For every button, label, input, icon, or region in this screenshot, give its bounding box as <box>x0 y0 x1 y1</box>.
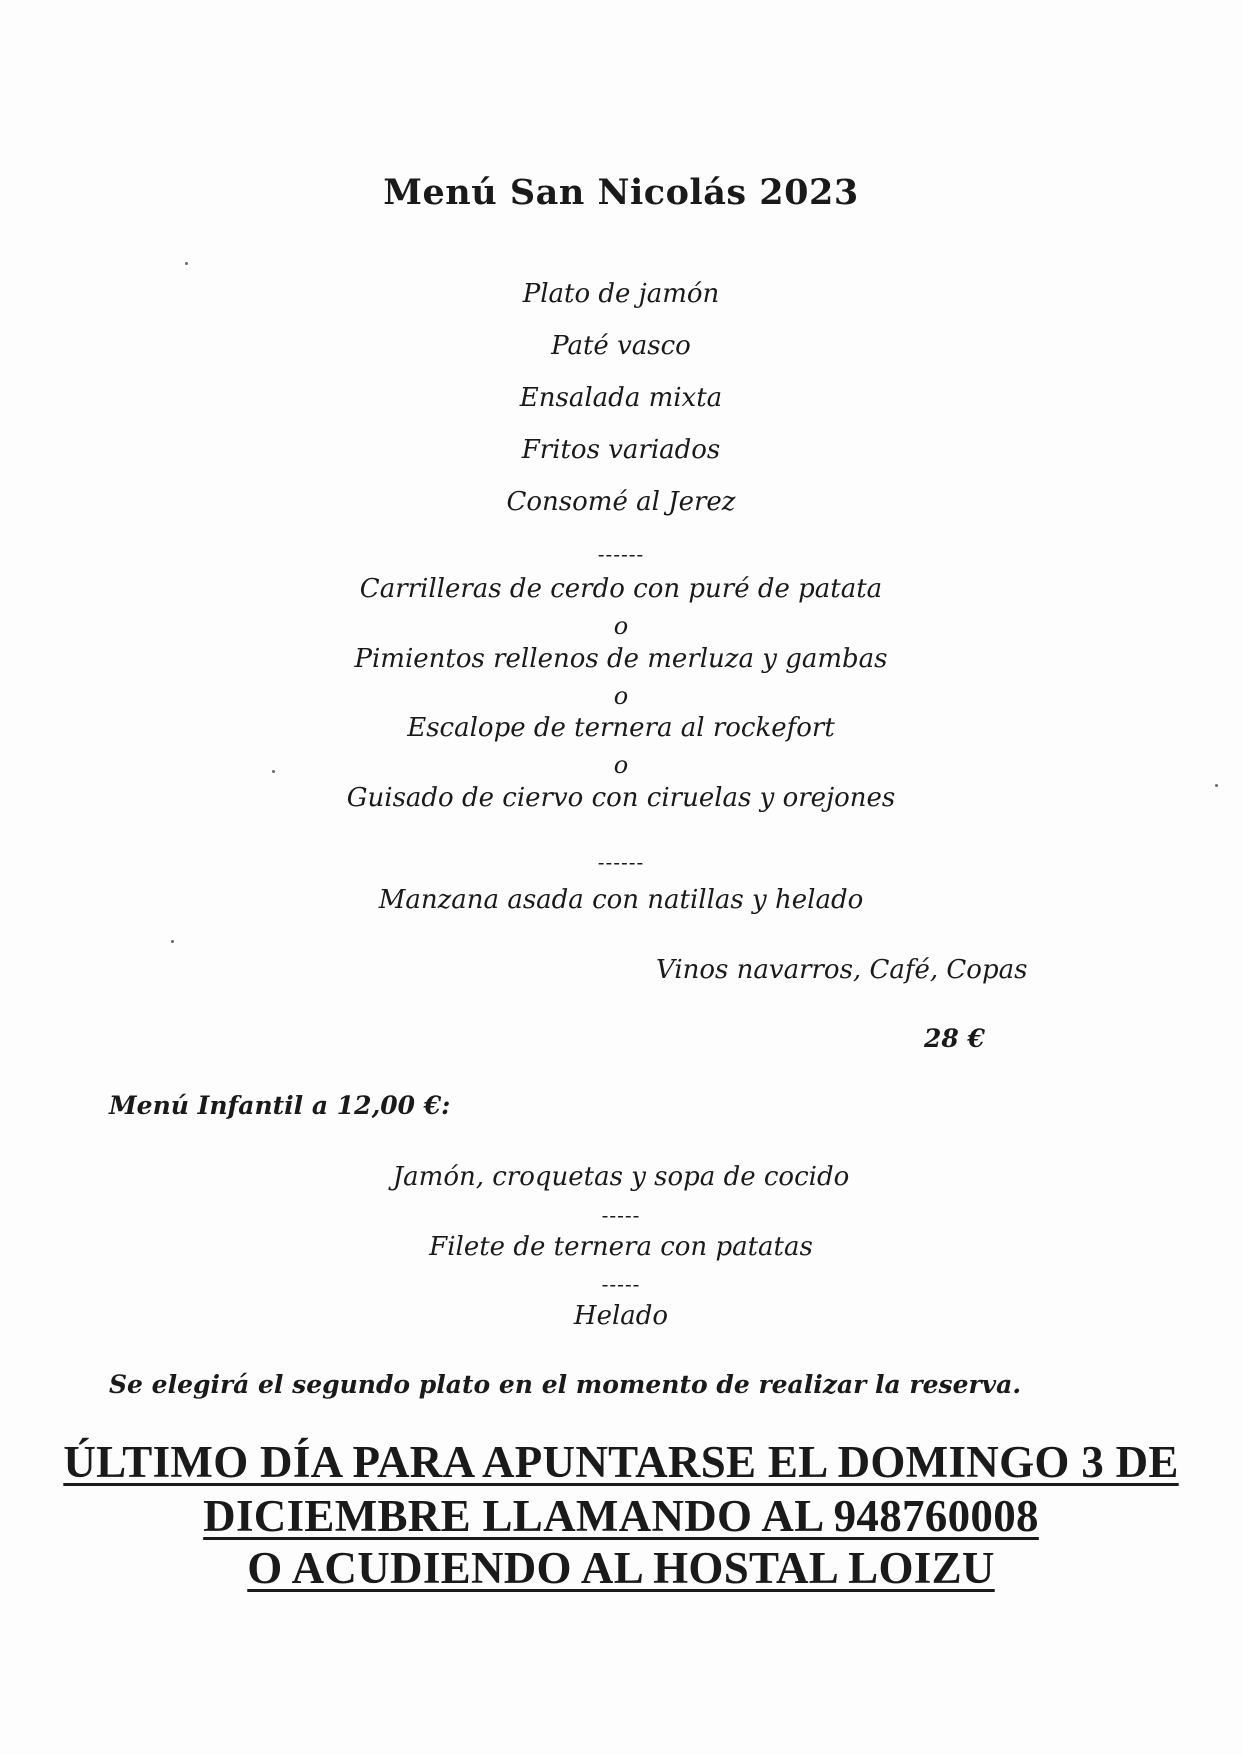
starter-item: Paté vasco <box>551 331 691 361</box>
deadline-notice-line: DICIEMBRE LLAMANDO AL 948760008 <box>203 1491 1039 1541</box>
starter-item: Fritos variados <box>521 435 721 465</box>
scan-speck <box>185 262 188 265</box>
starter-item: Plato de jamón <box>522 279 720 309</box>
main-course-option: Carrilleras de cerdo con puré de patata <box>359 574 883 604</box>
scan-speck <box>272 770 275 773</box>
menu-title: Menú San Nicolás 2023 <box>383 172 859 213</box>
or-divider: o <box>613 612 629 640</box>
or-divider: o <box>613 682 629 710</box>
main-course-option: Pimientos rellenos de merluza y gambas <box>354 644 888 674</box>
course-separator: ------ <box>597 542 645 566</box>
reservation-note: Se elegirá el segundo plato en el momento de realizar la reserva. <box>109 1370 1022 1399</box>
menu-price: 28 € <box>924 1024 985 1053</box>
course-separator: ------ <box>597 850 645 874</box>
kids-menu-item: Helado <box>573 1301 669 1331</box>
starter-item: Ensalada mixta <box>519 383 723 413</box>
dessert-item: Manzana asada con natillas y helado <box>378 885 864 915</box>
scan-speck <box>1215 784 1218 787</box>
course-separator: ----- <box>601 1272 641 1296</box>
scan-speck <box>171 940 174 943</box>
main-course-option: Guisado de ciervo con ciruelas y orejones <box>346 783 896 813</box>
drinks-line: Vinos navarros, Café, Copas <box>656 955 1028 985</box>
or-divider: o <box>613 751 629 779</box>
kids-menu-heading: Menú Infantil a 12,00 €: <box>109 1091 451 1120</box>
deadline-notice-line: O ACUDIENDO AL HOSTAL LOIZU <box>247 1543 995 1593</box>
course-separator: ----- <box>601 1203 641 1227</box>
kids-menu-item: Filete de ternera con patatas <box>429 1232 813 1262</box>
kids-menu-item: Jamón, croquetas y sopa de cocido <box>392 1162 850 1192</box>
main-course-option: Escalope de ternera al rockefort <box>407 713 835 743</box>
starter-item: Consomé al Jerez <box>506 487 736 517</box>
deadline-notice-line: ÚLTIMO DÍA PARA APUNTARSE EL DOMINGO 3 DE <box>63 1437 1179 1487</box>
